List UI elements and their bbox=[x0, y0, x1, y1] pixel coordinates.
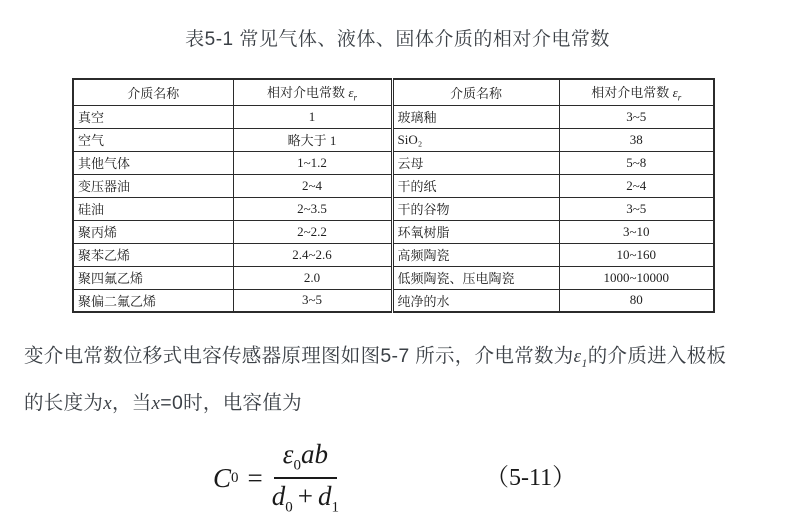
epsilon1-subscript: 1 bbox=[581, 355, 588, 370]
d1-subscript: 1 bbox=[331, 499, 339, 516]
table-cell: 2~3.5 bbox=[233, 197, 392, 220]
table-cell: 聚丙烯 bbox=[73, 220, 233, 243]
epsilon-symbol: ε bbox=[672, 84, 678, 100]
header-label: 介质名称 bbox=[127, 85, 180, 101]
table-cell: 3~5 bbox=[233, 289, 392, 312]
fraction-numerator bbox=[274, 441, 337, 479]
table-cell: 10~160 bbox=[559, 243, 714, 266]
text-segment: 的长度为 bbox=[24, 392, 104, 414]
variable-d0: d bbox=[271, 481, 286, 512]
plus-sign: + bbox=[297, 481, 313, 512]
table-row bbox=[73, 266, 714, 289]
equals-sign: = bbox=[247, 462, 263, 493]
table-cell: 真空 bbox=[73, 105, 233, 128]
header-dielectric-constant-left bbox=[233, 79, 392, 105]
table-cell: 略大于 1 bbox=[233, 128, 392, 151]
capacitance-equation bbox=[213, 441, 339, 516]
table-cell: 1~1.2 bbox=[233, 151, 392, 174]
table-cell: 硅油 bbox=[73, 197, 233, 220]
table-caption: 表5-1 常见气体、液体、固体介质的相对介电常数 bbox=[185, 29, 610, 50]
dielectric-constants-table bbox=[72, 78, 715, 313]
table-cell: 变压器油 bbox=[73, 174, 233, 197]
table-cell: 玻璃釉 bbox=[392, 105, 559, 128]
text-segment: ，当 bbox=[111, 392, 152, 414]
table-row bbox=[73, 151, 714, 174]
epsilon0-symbol: ε bbox=[282, 439, 294, 469]
table-row bbox=[73, 174, 714, 197]
header-dielectric-constant-right bbox=[559, 79, 714, 105]
table-row bbox=[73, 243, 714, 266]
header-label: 介质名称 bbox=[449, 85, 502, 101]
table-cell: 空气 bbox=[73, 128, 233, 151]
table-cell: 3~5 bbox=[559, 197, 714, 220]
table-cell: 云母 bbox=[392, 151, 559, 174]
table-cell: 纯净的水 bbox=[392, 289, 559, 312]
lhs-subscript: 0 bbox=[231, 469, 239, 486]
d0-subscript: 0 bbox=[285, 499, 293, 516]
table-cell: 环氧树脂 bbox=[392, 220, 559, 243]
table-cell: 聚偏二氟乙烯 bbox=[73, 289, 233, 312]
text-segment: 变介电常数位移式电容传感器原理图如图5-7 所示，介电常数为 bbox=[24, 345, 574, 367]
equation-number: （5-11） bbox=[485, 465, 577, 491]
header-medium-name-left bbox=[73, 79, 233, 105]
epsilon-symbol: ε bbox=[348, 84, 354, 100]
table-cell: 3~5 bbox=[559, 105, 714, 128]
table-cell: 高频陶瓷 bbox=[392, 243, 559, 266]
table-cell: 干的谷物 bbox=[392, 197, 559, 220]
table-cell: 5~8 bbox=[559, 151, 714, 174]
table-cell: SiO₂ bbox=[392, 128, 559, 151]
epsilon-subscript: r bbox=[677, 92, 682, 103]
table-cell: 80 bbox=[559, 289, 714, 312]
header-label: 相对介电常数 bbox=[591, 84, 673, 100]
table-cell: 38 bbox=[559, 128, 714, 151]
table-cell: 2.0 bbox=[233, 266, 392, 289]
equation-lhs: C bbox=[213, 462, 232, 493]
table-cell: 低频陶瓷、压电陶瓷 bbox=[392, 266, 559, 289]
table-cell: 聚四氟乙烯 bbox=[73, 266, 233, 289]
table-row bbox=[73, 220, 714, 243]
table-cell: 聚苯乙烯 bbox=[73, 243, 233, 266]
table-cell: 1 bbox=[233, 105, 392, 128]
table-row bbox=[73, 128, 714, 151]
table-cell: 1000~10000 bbox=[559, 266, 714, 289]
body-text-line-2 bbox=[24, 391, 780, 438]
variable-x: x bbox=[151, 393, 161, 414]
table-cell: 2~2.2 bbox=[233, 220, 392, 243]
table-row bbox=[73, 197, 714, 220]
body-paragraph bbox=[24, 344, 780, 438]
table-cell: 3~10 bbox=[559, 220, 714, 243]
epsilon-subscript: r bbox=[353, 92, 357, 103]
table-row bbox=[73, 105, 714, 128]
text-segment: =0时，电容值为 bbox=[160, 392, 302, 414]
numerator-variables: ab bbox=[300, 439, 328, 469]
table-cell: 其他气体 bbox=[73, 151, 233, 174]
epsilon1-symbol: ε bbox=[573, 346, 582, 367]
text-segment: 的介质进入极板 bbox=[587, 345, 727, 367]
table-header-row bbox=[73, 79, 714, 105]
fraction-denominator bbox=[272, 479, 339, 515]
header-label: 相对介电常数 bbox=[267, 84, 349, 100]
variable-d1: d bbox=[317, 481, 332, 512]
variable-x: x bbox=[103, 393, 112, 414]
table-cell: 2.4~2.6 bbox=[233, 243, 392, 266]
table-row bbox=[73, 289, 714, 312]
table-cell: 干的纸 bbox=[392, 174, 559, 197]
table-cell: 2~4 bbox=[559, 174, 714, 197]
body-text-line-1 bbox=[24, 344, 780, 391]
fraction bbox=[272, 441, 339, 516]
header-medium-name-right bbox=[392, 79, 559, 105]
epsilon0-subscript: 0 bbox=[293, 457, 301, 474]
table-cell: 2~4 bbox=[233, 174, 392, 197]
